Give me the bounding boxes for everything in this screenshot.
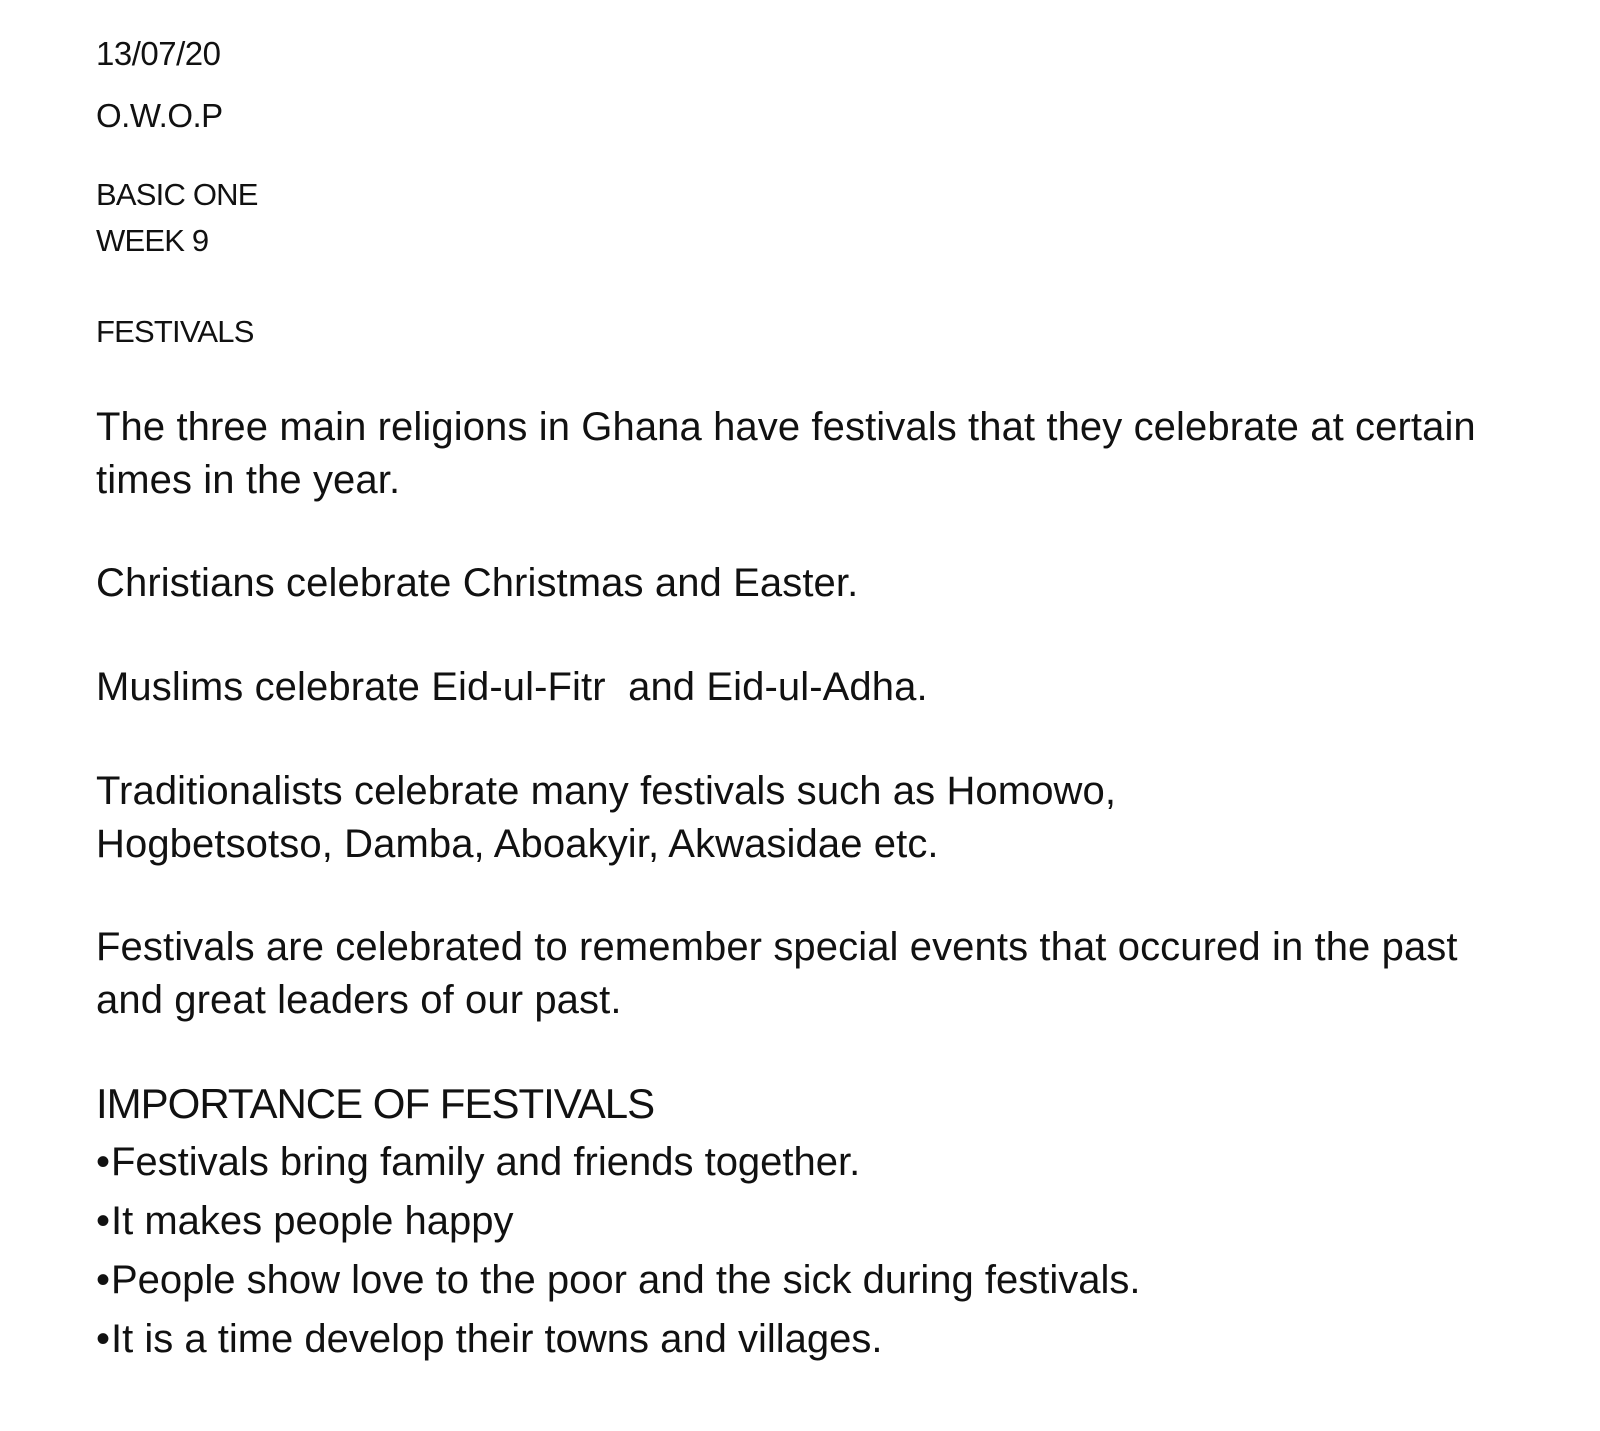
class-level: BASIC ONE: [96, 177, 258, 212]
paragraph-intro: The three main religions in Ghana have festivals that they celebrate at certain times in the year.: [96, 405, 1476, 502]
importance-heading: IMPORTANCE OF FESTIVALS: [96, 1080, 655, 1127]
paragraph-christians: Christians celebrate Christmas and Easter.: [96, 561, 859, 605]
paragraph-traditionalists: Traditionalists celebrate many festivals such as Homowo, Hogbetsotso, Damba, Aboakyir, Akwasidae etc.: [96, 769, 1117, 866]
list-item: •It is a time develop their towns and villages.: [96, 1310, 1141, 1369]
paragraph-muslims: Muslims celebrate Eid-ul-Fitr and Eid-ul-Adha.: [96, 665, 928, 709]
list-item: •People show love to the poor and the sick during festivals.: [96, 1251, 1141, 1310]
week-label: WEEK 9: [96, 223, 209, 258]
bullet-icon: •: [96, 1317, 111, 1361]
topic-title: FESTIVALS: [96, 314, 254, 349]
date: 13/07/20: [96, 35, 221, 72]
bullet-icon: •: [96, 1258, 111, 1302]
list-item: •Festivals bring family and friends together.: [96, 1133, 1141, 1192]
bullet-icon: •: [96, 1140, 111, 1184]
importance-list: [96, 1133, 1141, 1369]
bullet-icon: •: [96, 1199, 111, 1243]
paragraph-purpose: Festivals are celebrated to remember special events that occured in the past and great leaders of our past.: [96, 925, 1458, 1022]
subject: O.W.O.P: [96, 97, 223, 134]
list-item: •It makes people happy: [96, 1192, 1141, 1251]
